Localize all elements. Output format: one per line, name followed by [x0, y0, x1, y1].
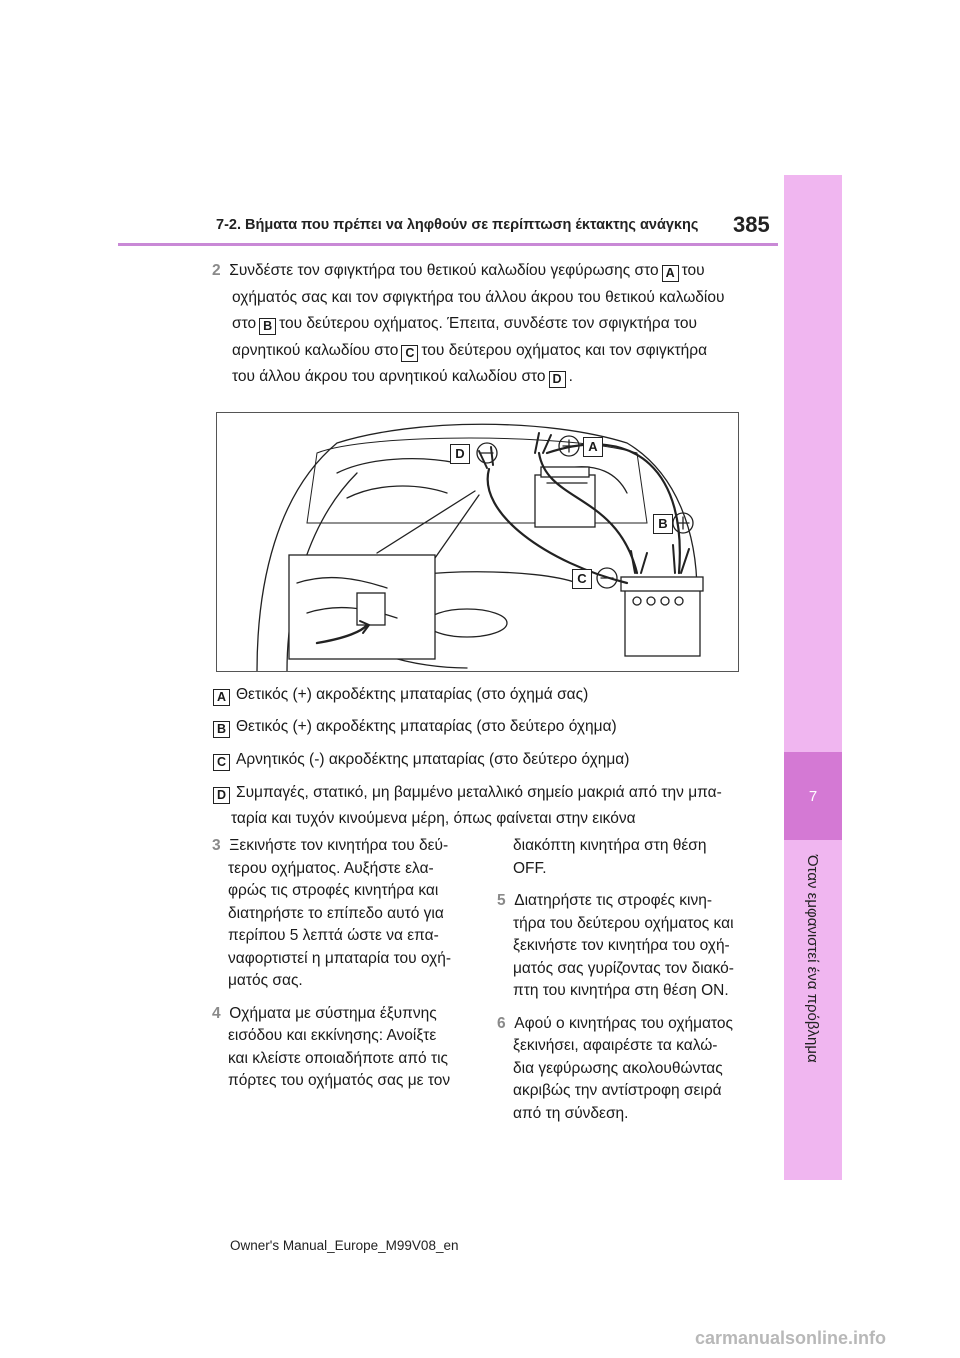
footer-doc-id: Owner's Manual_Europe_M99V08_en [230, 1238, 459, 1253]
step-text: οχήματός σας και τον σφιγκτήρα του άλλου άκρου του θετικού καλωδίου [232, 288, 725, 306]
step-text: Οχήματα με σύστημα έξυπνης [229, 1004, 437, 1022]
right-column [497, 835, 767, 1135]
section-header: 7-2. Βήματα που πρέπει να ληφθούν σε περίπτωση έκτακτης ανάγκης [216, 217, 699, 233]
step-text: Διατηρήστε τις στροφές κινη- [514, 892, 713, 909]
step-number: 4 [212, 1004, 221, 1022]
step-text: OFF. [513, 859, 547, 877]
step-text: πτη του κινητήρα στη θέση ON. [513, 982, 729, 999]
step-text: διατηρήστε το επίπεδο αυτό για [228, 904, 444, 922]
step-4 [212, 1003, 482, 1093]
legend-text: Συμπαγές, στατικό, μη βαμμένο μεταλλικό σημείο μακριά από την μπα- [236, 784, 722, 801]
step-text: . [568, 368, 573, 385]
step-text: του [681, 262, 705, 279]
legend-item-d [213, 780, 722, 832]
step-text: ματός σας γυρίζοντας τον διακό- [513, 959, 734, 977]
step-number: 2 [212, 262, 221, 279]
label-box-a: A [662, 265, 679, 282]
step-text: ξεκινήσει, αφαιρέστε τα καλώ- [513, 1037, 718, 1054]
legend-key: C [213, 754, 230, 771]
step-number: 3 [212, 837, 221, 854]
step-2 [212, 258, 752, 391]
legend-key: A [213, 689, 230, 706]
step-text: φρώς τις στροφές κινητήρα και [228, 882, 439, 899]
watermark: carmanualsonline.info [695, 1328, 887, 1348]
step-text: στο [232, 315, 257, 332]
legend-text: Αρνητικός (-) ακροδέκτης μπαταρίας (στο δεύτερο όχημα) [236, 751, 630, 768]
legend-text: Θετικός (+) ακροδέκτης μπαταρίας (στο δεύτερο όχημα) [236, 718, 617, 735]
step-text: εισόδου και εκκίνησης: Ανοίξτε [228, 1027, 437, 1044]
chapter-number: 7 [784, 752, 842, 840]
step-3 [212, 835, 482, 993]
legend-item-b [213, 714, 617, 740]
step-text: περίπου 5 λεπτά ώστε να επα- [228, 927, 439, 944]
figure-label-a: A [583, 437, 603, 457]
step-text: του δεύτερου οχήματος και τον σφιγκτήρα [421, 341, 708, 359]
step-5 [497, 890, 767, 1003]
engine-bay-drawing [217, 413, 738, 671]
step-number: 6 [497, 1014, 506, 1032]
step-text: Ξεκινήστε τον κινητήρα του δεύ- [229, 837, 449, 854]
header-divider [118, 243, 778, 246]
step-text: πόρτες του οχήματός σας με τον [228, 1072, 451, 1089]
legend-key: B [213, 721, 230, 738]
legend-item-a [213, 682, 588, 708]
step-text: τήρα του δεύτερου οχήματος και [513, 914, 734, 932]
left-column [212, 835, 482, 1103]
legend-text: ταρία και τυχόν κινούμενα μέρη, όπως φαίνεται στην εικόνα [231, 810, 636, 827]
step-text: διακόπτη κινητήρα στη θέση [513, 837, 707, 854]
label-box-c: C [401, 345, 418, 362]
jump-start-illustration [216, 412, 739, 672]
step-text: δια γεφύρωσης ακολουθώντας [513, 1059, 723, 1077]
step-text: ξεκινήστε τον κινητήρα του οχή- [513, 937, 730, 954]
step-text: ακριβώς την αντίστροφη σειρά [513, 1082, 722, 1099]
figure-label-c: C [572, 569, 592, 589]
chapter-side-tab [784, 175, 842, 1180]
step-text: από τη σύνδεση. [513, 1104, 629, 1122]
step-text: Αφού ο κινητήρας του οχήματος [514, 1014, 733, 1032]
step-text: του δεύτερου οχήματος. Έπειτα, συνδέστε τον σφιγκτήρα του [279, 315, 698, 332]
step-4-continued [497, 835, 767, 880]
step-6 [497, 1013, 767, 1126]
step-text: αρνητικού καλωδίου στο [232, 341, 399, 359]
page-number: 385 [733, 212, 770, 237]
label-box-b: B [259, 318, 276, 335]
legend-item-c [213, 747, 629, 773]
step-text: τερου οχήματος. Αυξήστε ελα- [228, 859, 434, 877]
legend-key: D [213, 787, 230, 804]
step-text: ναφορτιστεί η μπαταρία του οχή- [228, 949, 452, 967]
label-box-d: D [549, 371, 566, 388]
step-text: ματός σας. [228, 972, 303, 989]
step-text: Συνδέστε τον σφιγκτήρα του θετικού καλωδίου γεφύρωσης στο [229, 262, 659, 279]
step-text: του άλλου άκρου του αρνητικού καλωδίου στο [232, 368, 546, 385]
step-text: και κλείστε οποιαδήποτε από τις [228, 1049, 449, 1067]
chapter-label: Όταν εμφανιστεί ένα πρόβλημα [804, 855, 821, 1063]
figure-label-d: D [450, 444, 470, 464]
legend-text: Θετικός (+) ακροδέκτης μπαταρίας (στο όχημά σας) [236, 686, 589, 703]
figure-label-b: B [653, 514, 673, 534]
step-number: 5 [497, 892, 506, 909]
